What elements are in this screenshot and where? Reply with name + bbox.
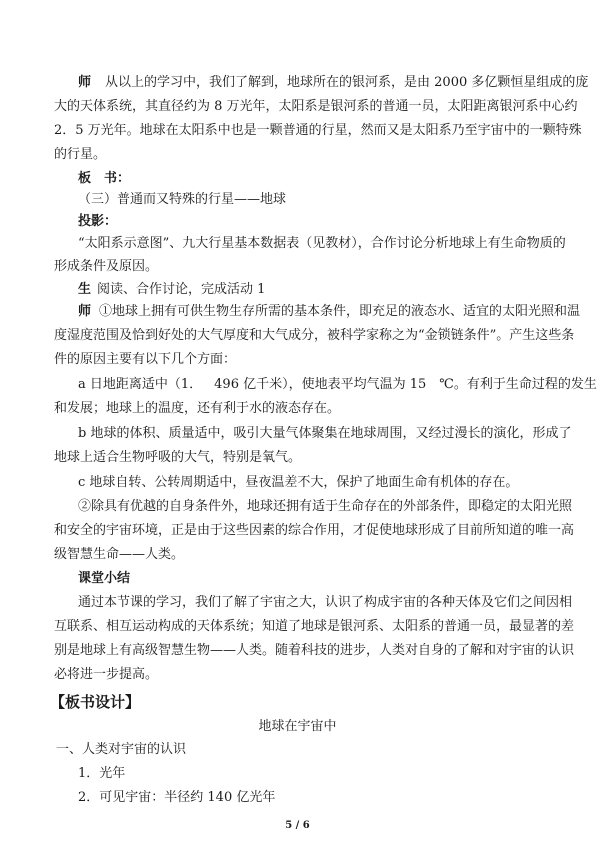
- condition-external-line-2: 和安全的宇宙环境，正是由于这些因素的综合作用，才促使地球形成了目前所知道的唯一高: [54, 523, 575, 538]
- condition-a-line-1: a 日地距离适中（1． 496 亿千米），使地表平均气温为 15 ℃。有利于生命过程的发生: [78, 377, 597, 392]
- summary-line-1: 通过本节课的学习，我们了解了宇宙之大，认识了构成宇宙的各种天体及它们之间因相: [78, 595, 573, 610]
- projection-line-2: 形成条件及原因。: [54, 259, 159, 274]
- condition-b-line-2: 地球上适合生物呼吸的大气，特别是氧气。: [54, 450, 302, 465]
- summary-line-2: 互联系、相互运动构成的天体系统；知道了地球是银河系、太阳系的普通一员，最显著的差: [54, 619, 575, 634]
- board-item: （三）普通而又特殊的行星——地球: [78, 192, 287, 207]
- paragraph-teacher-intro-line-1: 师 从以上的学习中，我们了解到，地球所在的银河系，是由 2000 多亿颗恒星组成的庞: [78, 75, 589, 90]
- board-design-item-1: 一、人类对宇宙的认识: [56, 742, 187, 757]
- condition-external-line-1: ②除具有优越的自身条件外，地球还拥有适于生命存在的外部条件，即稳定的太阳光照: [78, 499, 573, 514]
- summary-label: 课堂小结: [78, 571, 131, 586]
- paragraph-teacher-intro-line-2: 大的天体系统，其直径约为 8 万光年，太阳系是银河系的普通一员，太阳距离银河系中心约: [54, 99, 578, 114]
- student-activity: 生 阅读、合作讨论，完成活动 1: [78, 282, 266, 297]
- paragraph-teacher-conditions-line-1: 师 ①地球上拥有可供生物生存所需的基本条件，即充足的液态水、适宜的太阳光照和温: [78, 304, 581, 319]
- summary-line-4: 必将进一步提高。: [54, 667, 159, 682]
- board-label: 板 书：: [78, 171, 131, 186]
- paragraph-teacher-conditions-line-2: 度湿度范围及恰到好处的大气厚度和大气成分，被科学家称之为“金锁链条件”。产生这些条: [54, 328, 575, 343]
- board-design-sub-1: 1．光年: [78, 766, 126, 781]
- projection-line-1: “太阳系示意图”、九大行星基本数据表（见教材），合作讨论分析地球上有生命物质的: [78, 236, 566, 251]
- board-design-sub-2: 2．可见宇宙：半径约 140 亿光年: [78, 790, 276, 805]
- speaker-teacher-2: 师: [78, 304, 92, 319]
- condition-c-line-1: c 地球自转、公转周期适中，昼夜温差不大，保护了地面生命有机体的存在。: [78, 475, 519, 490]
- paragraph-teacher-conditions-line-3: 件的原因主要有以下几个方面：: [54, 352, 237, 367]
- board-design-title: 地球在宇宙中: [258, 719, 337, 734]
- condition-external-line-3: 级智慧生命——人类。: [54, 547, 185, 562]
- summary-line-3: 别是地球上有高级智慧生物——人类。随着科技的进步，人类对自身的了解和对宇宙的认识: [54, 643, 575, 658]
- speaker-student: 生: [78, 282, 92, 297]
- condition-a-line-2: 和发展；地球上的温度，还有利于水的液态存在。: [54, 401, 341, 416]
- condition-b-line-1: b 地球的体积、质量适中，吸引大量气体聚集在地球周围，又经过漫长的演化，形成了: [78, 426, 572, 441]
- speaker-teacher: 师: [78, 75, 92, 90]
- paragraph-teacher-intro-line-3: 2．5 万光年。地球在太阳系中也是一颗普通的行星，然而又是太阳系乃至宇宙中的一颗特殊: [54, 123, 582, 138]
- page-number: 5 / 6: [285, 820, 310, 831]
- paragraph-teacher-intro-line-4: 的行星。: [54, 147, 107, 162]
- projection-label: 投影：: [78, 214, 118, 229]
- board-design-heading: 【板书设计】: [50, 693, 141, 711]
